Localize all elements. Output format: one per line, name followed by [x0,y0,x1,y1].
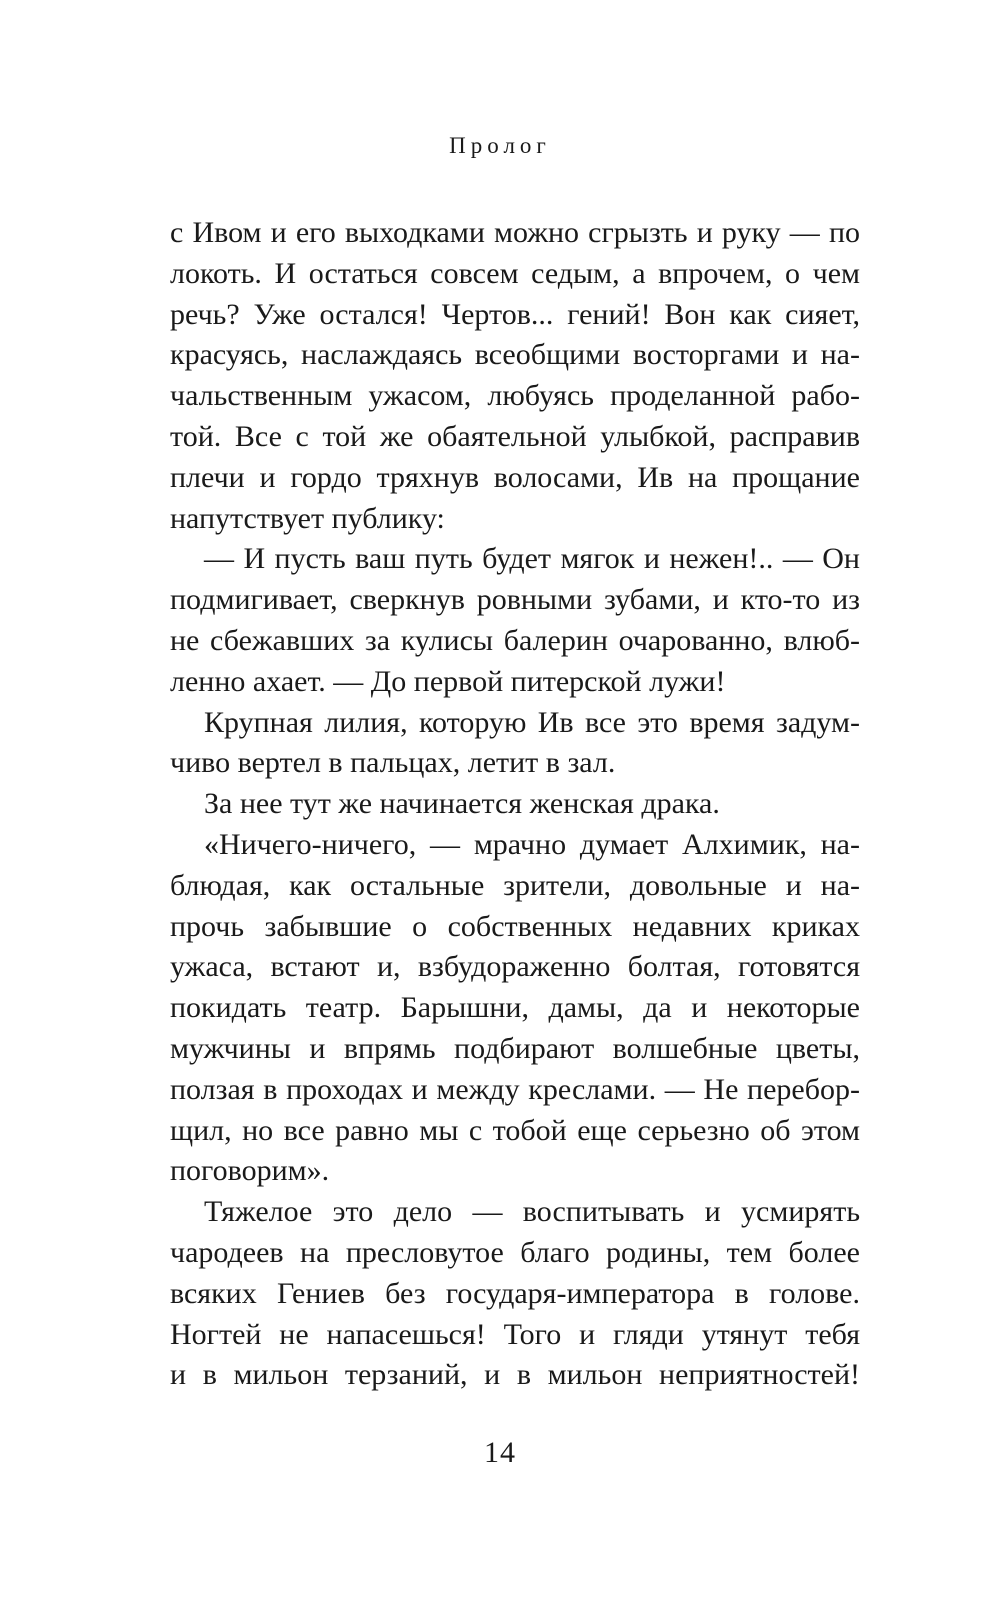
text-line: не сбежавших за кулисы балерин очарованно, влюб- [170,623,860,657]
text-line: поговорим». [170,1154,330,1188]
text-line: и в мильон терзаний, и в мильон неприятностей! [170,1358,860,1392]
text-line: чародеев на пресловутое благо родины, тем более [170,1235,860,1269]
text-line: речь? Уже остался! Чертов... гений! Вон как сияет, [170,297,860,331]
text-line: покидать театр. Барышни, дамы, да и некоторые [170,991,860,1025]
text-line: щил, но все равно мы с тобой еще серьезно об этом [170,1113,860,1147]
page-number: 14 [484,1436,516,1469]
text-line: плечи и гордо тряхнув волосами, Ив на прощание [170,460,860,494]
text-line: блюдая, как остальные зрители, довольные и на- [170,868,860,902]
text-line: с Ивом и его выходками можно сгрызть и руку — по [170,216,860,249]
text-line: чальственным ужасом, любуясь проделанной рабо- [170,379,860,413]
text-line: той. Все с той же обаятельной улыбкой, расправив [170,419,860,453]
text-line: — И пусть ваш путь будет мягок и нежен!.. — Он [204,542,860,576]
text-line: За нее тут же начинается женская драка. [204,787,720,821]
text-line: Ногтей не напасешься! Того и гляди утянут тебя [170,1317,860,1351]
text-line: подмигивает, сверкнув ровными зубами, и кто-то из [170,583,860,617]
text-line: чиво вертел в пальцах, летит в зал. [170,746,616,780]
text-line: всяких Гениев без государя-императора в голове. [170,1276,860,1310]
text-line: Крупная лилия, которую Ив все это время задум- [204,705,860,739]
text-line: ленно ахает. — До первой питерской лужи! [170,664,726,698]
running-head: Пролог [449,133,551,158]
text-line: красуясь, наслаждаясь всеобщими восторгами и на- [170,338,860,372]
text-line: локоть. И остаться совсем седым, а впрочем, о чем [170,256,860,290]
text-line: прочь забывшие о собственных недавних криках [170,909,860,943]
text-line: Тяжелое это дело — воспитывать и усмирять [204,1195,860,1229]
text-line: напутствует публику: [170,501,445,535]
text-line: ползая в проходах и между креслами. — Не перебор- [170,1072,860,1106]
text-line: ужаса, встают и, взбудораженно болтая, готовятся [170,950,860,984]
text-line: мужчины и впрямь подбирают волшебные цветы, [170,1031,860,1065]
body-text [170,213,860,1396]
text-line: «Ничего-ничего, — мрачно думает Алхимик, на- [204,827,860,861]
